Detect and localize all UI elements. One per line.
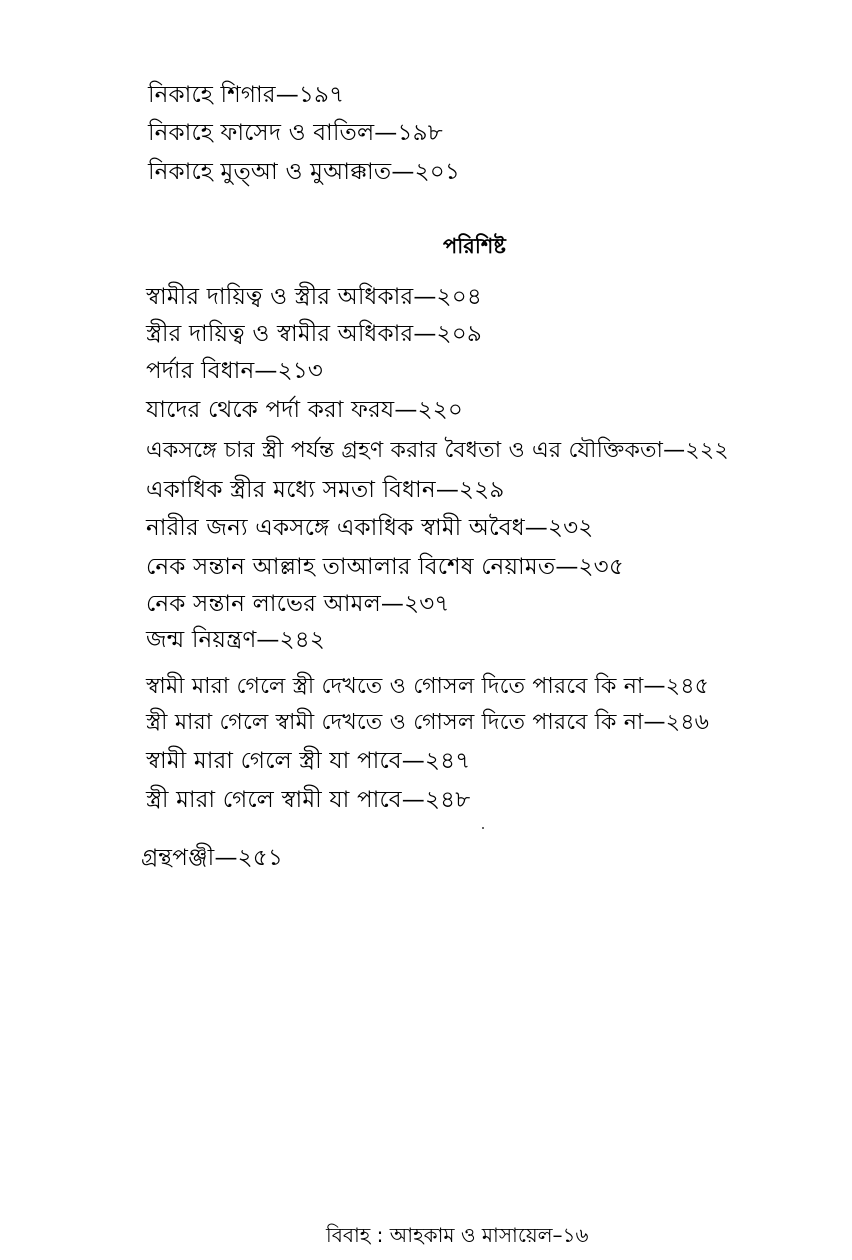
toc-entry: নারীর জন্য একসঙ্গে একাধিক স্বামী অবৈধ—২৩২ <box>146 515 594 541</box>
toc-entry: স্বামীর দায়িত্ব ও স্ত্রীর অধিকার—২০৪ <box>146 284 482 310</box>
toc-entry-nikahe-shigar: নিকাহে শিগার—১৯৭ <box>148 82 345 108</box>
toc-entry: স্বামী মারা গেলে স্ত্রী যা পাবে—২৪৭ <box>146 748 471 774</box>
toc-entry: স্ত্রী মারা গেলে স্বামী যা পাবে—২৪৮ <box>146 787 471 813</box>
page-footer: বিবাহ : আহকাম ও মাসায়েল–১৬ <box>326 1223 589 1247</box>
toc-entry: নেক সন্তান লাভের আমল—২৩৭ <box>146 591 450 617</box>
appendix-heading: পরিশিষ্ট <box>443 234 506 258</box>
toc-entry-nikahe-mutaa: নিকাহে মুত্‌আ ও মুআক্কাত—২০১ <box>148 159 461 185</box>
toc-entry: জন্ম নিয়ন্ত্রণ—২৪২ <box>146 627 326 653</box>
toc-entry: একসঙ্গে চার স্ত্রী পর্যন্ত গ্রহণ করার বৈধতা ও এর যৌক্তিকতা—২২২ <box>146 438 729 463</box>
toc-entry-bibliography: গ্রন্থপঞ্জী—২৫১ <box>141 845 284 871</box>
toc-entry: নেক সন্তান আল্লাহ তাআলার বিশেষ নেয়ামত—২৩৫ <box>146 554 624 580</box>
toc-entry: যাদের থেকে পর্দা করা ফরয—২২০ <box>146 397 464 423</box>
speck <box>482 827 484 829</box>
toc-entry-nikahe-fased: নিকাহে ফাসেদ ও বাতিল—১৯৮ <box>148 120 443 146</box>
toc-entry: স্ত্রী মারা গেলে স্বামী দেখতে ও গোসল দিতে পারবে কি না—২৪৬ <box>146 710 710 735</box>
toc-entry: স্ত্রীর দায়িত্ব ও স্বামীর অধিকার—২০৯ <box>146 321 482 347</box>
toc-entry: একাধিক স্ত্রীর মধ্যে সমতা বিধান—২২৯ <box>146 477 505 503</box>
toc-entry: স্বামী মারা গেলে স্ত্রী দেখতে ও গোসল দিতে পারবে কি না—২৪৫ <box>146 674 710 699</box>
toc-entry: পর্দার বিধান—২১৩ <box>146 358 324 384</box>
